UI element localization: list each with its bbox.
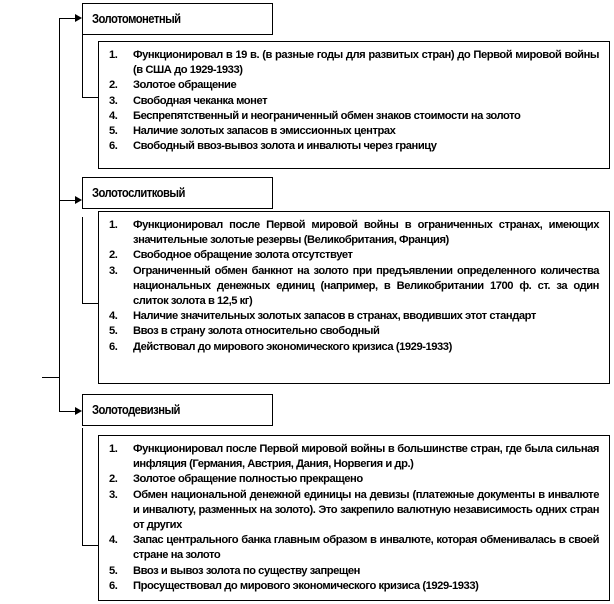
- list-item: 6. Просуществовал до мирового экономического кризиса (1929-1933): [109, 579, 479, 592]
- list-item: 2. Золотое обращение полностью прекращено: [109, 473, 363, 486]
- section-content-gold-exchange: [98, 435, 610, 601]
- branch-line-3: [59, 411, 75, 412]
- sub-connector-1: [82, 35, 83, 97]
- section-title: Золотослитковый: [92, 186, 185, 200]
- section-header-gold-coin: [82, 3, 273, 35]
- section-title: Золотодевизный: [92, 403, 180, 417]
- arrow-icon: [75, 14, 82, 22]
- list-item: 3. Ограниченный обмен банкнот на золото при предъявлении определенного количества национальных денежных единиц (например, в Великобритании 1700 ф. ст. за один слиток золота в 12,5 кг): [109, 264, 599, 308]
- list-item: 3. Свободная чеканка монет: [109, 94, 268, 107]
- list-item: 1. Функционировал после Первой мировой войны в ограниченных странах, имеющих значительные золотые резервы (Великобритания, Франция): [109, 219, 599, 247]
- list-item: 4. Запас центрального банка главным образом в инвалюте, которая обменивалась в своей стране на золото: [109, 534, 599, 562]
- root-stub-line: [42, 377, 60, 378]
- list-item: 3. Обмен национальной денежной единицы на девизы (платежные документы в инвалюте и инвалюту, разменных на золото). Это закрепило валютную независимость одних стран от других: [109, 488, 599, 532]
- list-item: 6. Действовал до мирового экономического кризиса (1929-1933): [109, 340, 452, 353]
- list-item: 4. Наличие значительных золотых запасов в странах, вводивших этот стандарт: [109, 310, 536, 323]
- list-item: 2. Свободное обращение золота отсутствует: [109, 249, 353, 262]
- list-item: 5. Ввоз и вывоз золота по существу запрещен: [109, 564, 360, 577]
- sub-connector-2h: [82, 303, 99, 304]
- list-item: 1. Функционировал в 19 в. (в разные годы для развитых стран) до Первой мировой войны (в США до 1929-1933): [109, 49, 599, 77]
- section-header-gold-bullion: [82, 177, 273, 209]
- sub-connector-3: [82, 428, 83, 545]
- feature-list: [109, 48, 599, 154]
- list-item: 6. Свободный ввоз-вывоз золота и инвалюты через границу: [109, 140, 437, 153]
- feature-list: [109, 442, 599, 594]
- arrow-icon: [75, 196, 82, 204]
- list-item: 2. Золотое обращение: [109, 79, 237, 92]
- arrow-icon: [75, 407, 82, 415]
- list-item: 5. Наличие золотых запасов в эмиссионных центрах: [109, 125, 396, 138]
- section-title: Золотомонетный: [92, 12, 181, 26]
- list-item: 4. Беспрепятственный и неограниченный обмен знаков стоимости на золото: [109, 109, 521, 122]
- branch-line-1: [59, 18, 75, 19]
- list-item: 1. Функционировал после Первой мировой войны в большинстве стран, где была сильная инфляция (Германия, Австрия, Дания, Норвегия и др.): [109, 443, 599, 471]
- section-header-gold-exchange: [82, 394, 273, 426]
- sub-connector-1h: [82, 97, 99, 98]
- list-item: 5. Ввоз в страну золота относительно свободный: [109, 325, 380, 338]
- sub-connector-2: [82, 217, 83, 303]
- branch-line-2: [59, 200, 75, 201]
- sub-connector-3h: [82, 545, 99, 546]
- section-content-gold-bullion: [98, 211, 610, 384]
- section-content-gold-coin: [98, 41, 610, 169]
- feature-list: [109, 218, 599, 355]
- main-vertical-connector: [59, 18, 60, 411]
